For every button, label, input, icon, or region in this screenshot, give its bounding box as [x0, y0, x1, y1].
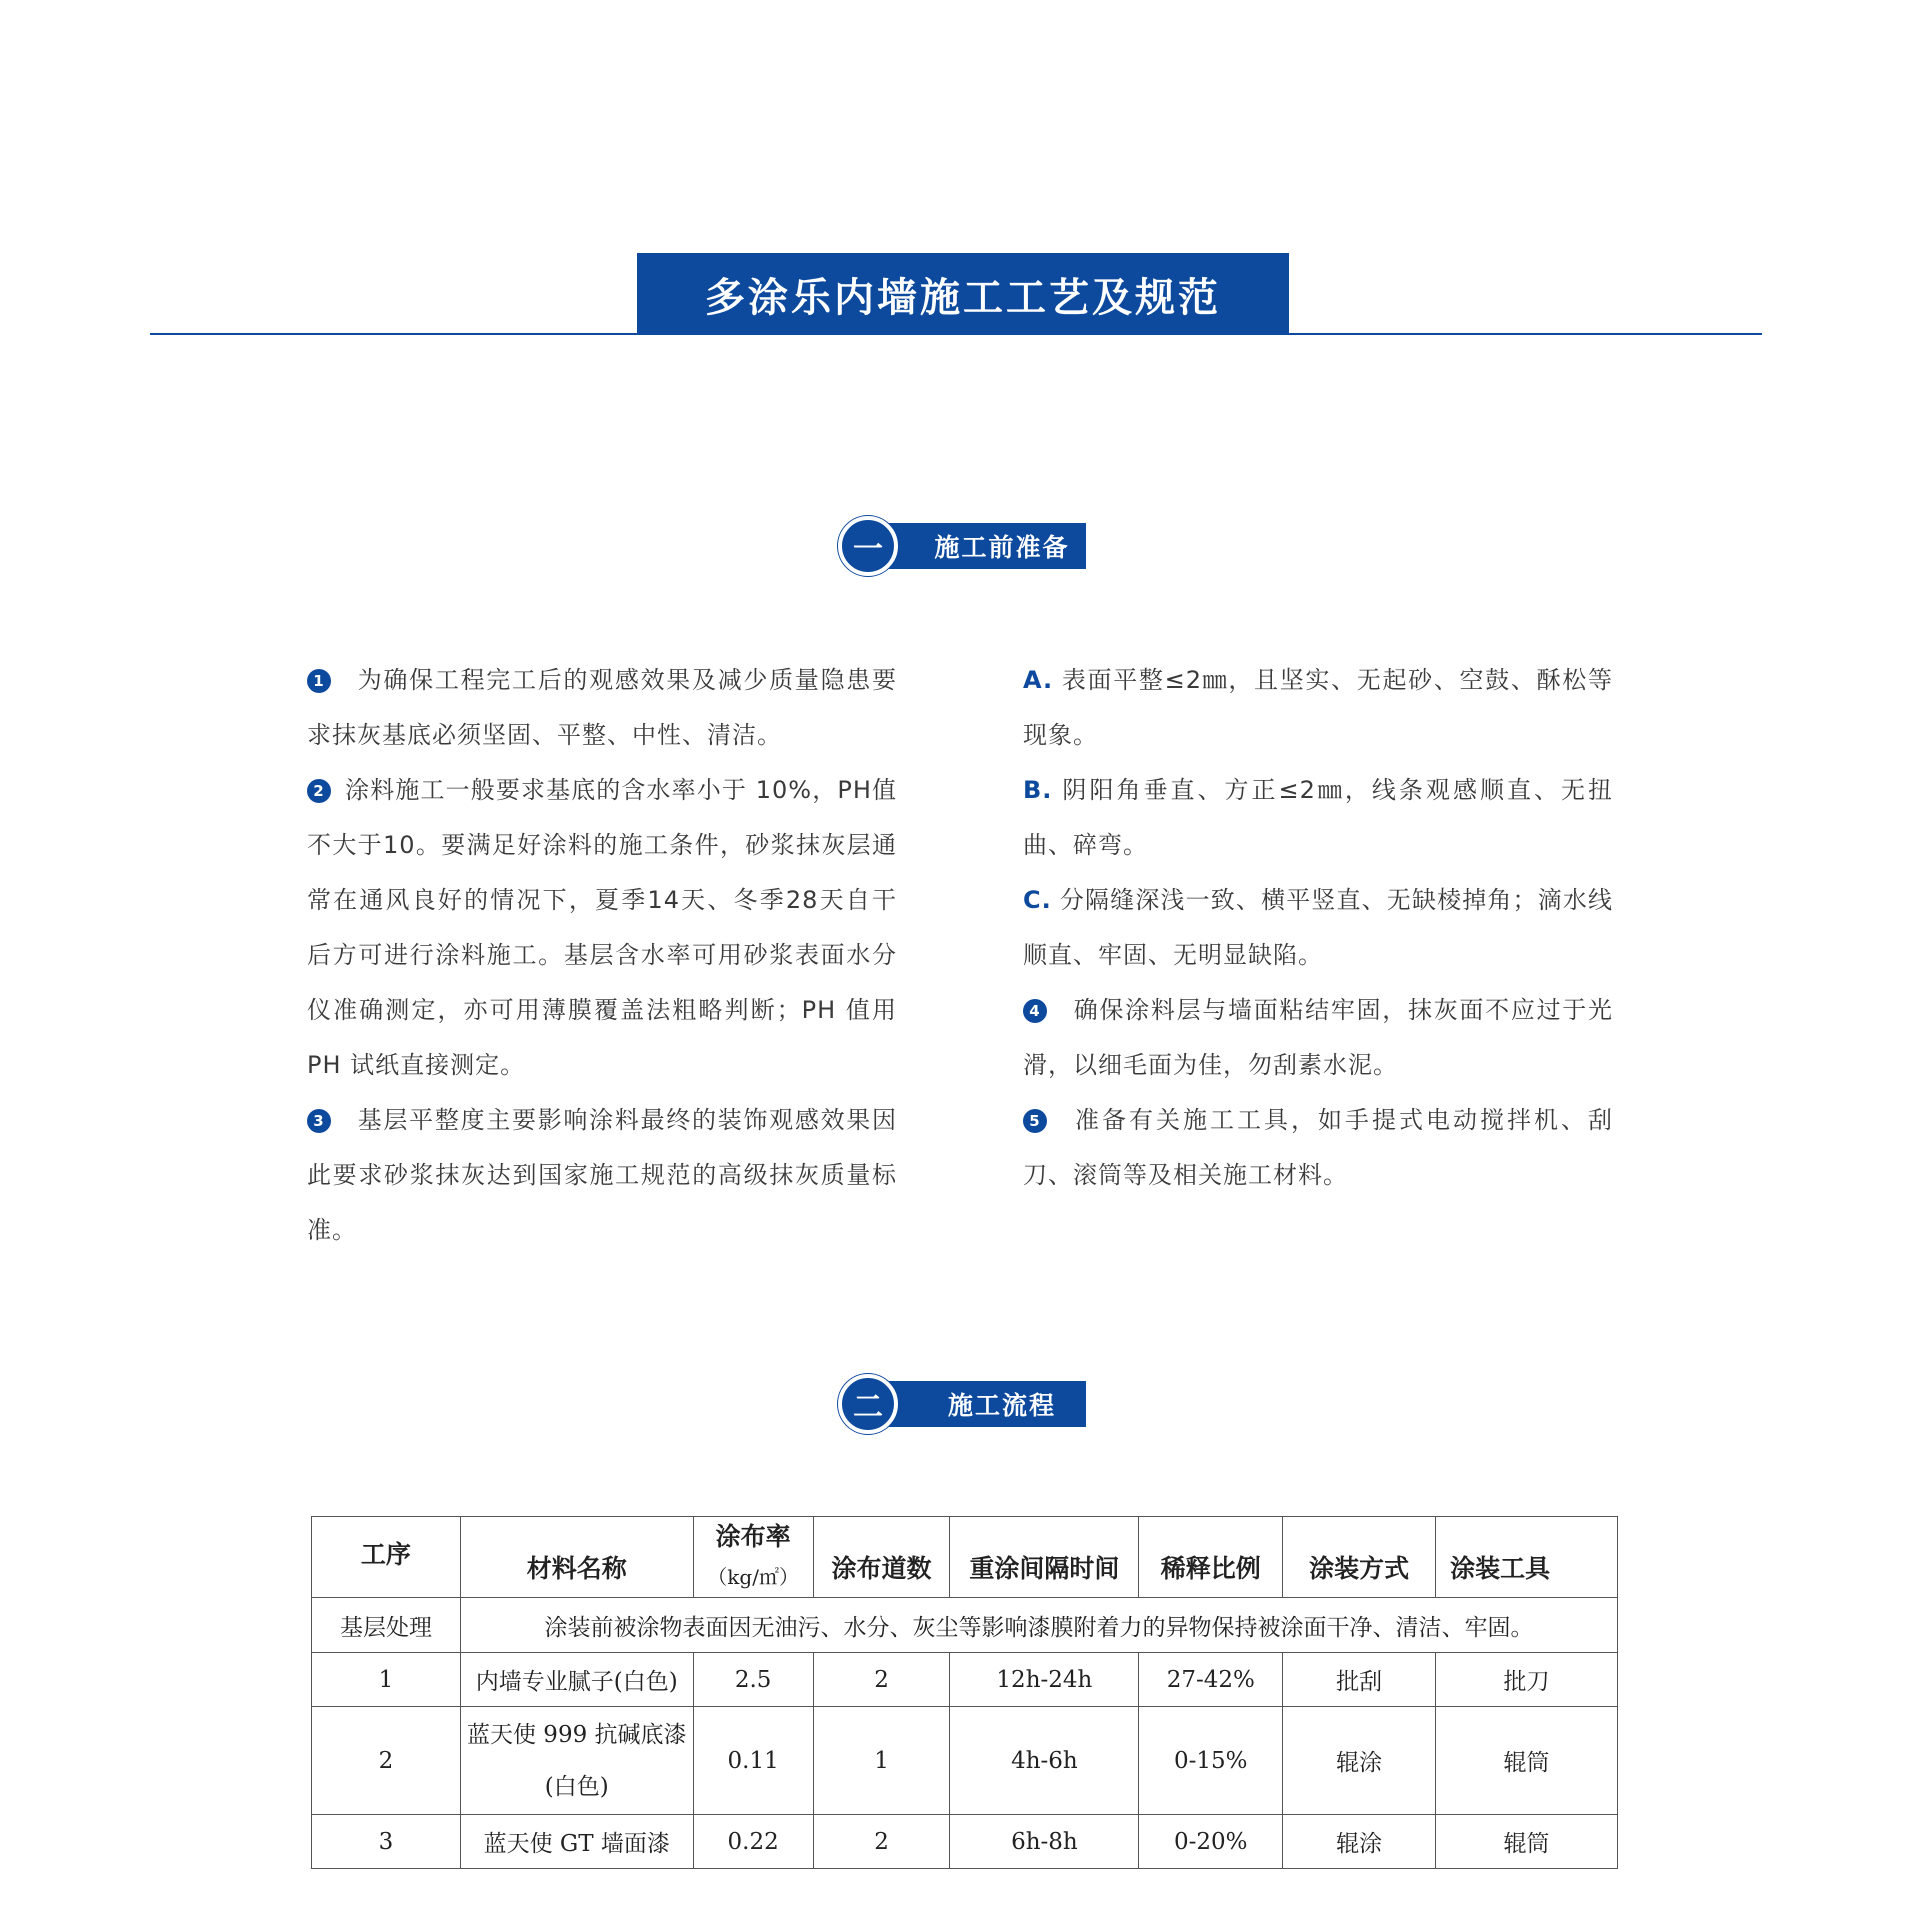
table-row: [312, 1815, 1618, 1869]
cell-dilution: 0-15%: [1139, 1707, 1283, 1815]
prep-item-text: 准备有关施工工具，如手提式电动搅拌机、刮刀、滚筒等及相关施工材料。: [1023, 1106, 1613, 1189]
cell-step: 基层处理: [312, 1598, 461, 1653]
header-rate-unit: （kg/㎡）: [707, 1565, 799, 1589]
cell-base-note: 涂装前被涂物表面因无油污、水分、灰尘等影响漆膜附着力的异物保持被涂面干净、清洁、牢固。: [460, 1598, 1617, 1653]
cell-tool: 辊筒: [1436, 1815, 1618, 1869]
prep-item-text: 表面平整≤2㎜，且坚实、无起砂、空鼓、酥松等现象。: [1023, 666, 1613, 749]
prep-item: [1023, 653, 1613, 763]
cell-material: 内墙专业腻子(白色): [460, 1653, 693, 1707]
number-badge-icon: 5: [1023, 1109, 1047, 1133]
cell-interval: 4h-6h: [950, 1707, 1139, 1815]
header-tool: 涂装工具: [1436, 1517, 1618, 1598]
prep-item: [1023, 873, 1613, 983]
cell-method: 辊涂: [1283, 1815, 1436, 1869]
cell-material-line2: (白色): [544, 1773, 609, 1800]
cell-method: 辊涂: [1283, 1707, 1436, 1815]
section-header-process: [838, 1374, 1088, 1434]
prep-item-text: 基层平整度主要影响涂料最终的装饰观感效果因此要求砂浆抹灰达到国家施工规范的高级抹灰质量标准。: [307, 1106, 897, 1244]
header-rate-label: 涂布率: [715, 1522, 791, 1551]
cell-step: 3: [312, 1815, 461, 1869]
table-row: [312, 1707, 1618, 1815]
prep-item-text: 分隔缝深浅一致、横平竖直、无缺棱掉角；滴水线顺直、牢固、无明显缺陷。: [1023, 886, 1613, 969]
header-coats: 涂布道数: [813, 1517, 950, 1598]
prep-item-text: 为确保工程完工后的观感效果及减少质量隐患要求抹灰基底必须坚固、平整、中性、清洁。: [307, 666, 897, 749]
header-step: 工序: [312, 1517, 461, 1598]
header-dilution: 稀释比例: [1139, 1517, 1283, 1598]
prep-item-text: 确保涂料层与墙面粘结牢固，抹灰面不应过于光滑，以细毛面为佳，勿刮素水泥。: [1023, 996, 1613, 1079]
cell-coats: 1: [813, 1707, 950, 1815]
header-rate: [693, 1517, 813, 1598]
prep-item: [1023, 983, 1613, 1093]
cell-material: [460, 1707, 693, 1815]
cell-dilution: 27-42%: [1139, 1653, 1283, 1707]
header-interval: 重涂间隔时间: [950, 1517, 1139, 1598]
number-badge-icon: 4: [1023, 999, 1047, 1023]
prep-item-text: 阴阳角垂直、方正≤2㎜，线条观感顺直、无扭曲、碎弯。: [1023, 776, 1613, 859]
header-material: 材料名称: [460, 1517, 693, 1598]
table-header-row: [312, 1517, 1618, 1598]
section-number-badge: 二: [838, 1374, 898, 1434]
letter-label: A.: [1023, 666, 1054, 694]
prep-item: [307, 1093, 897, 1258]
cell-rate: 0.22: [693, 1815, 813, 1869]
table-row: [312, 1598, 1618, 1653]
section-label: 施工前准备: [878, 523, 1086, 569]
cell-dilution: 0-20%: [1139, 1815, 1283, 1869]
cell-step: 2: [312, 1707, 461, 1815]
prep-right-column: [1023, 653, 1613, 1203]
letter-label: B.: [1023, 776, 1053, 804]
table-row: [312, 1653, 1618, 1707]
cell-material: 蓝天使 GT 墙面漆: [460, 1815, 693, 1869]
cell-tool: 辊筒: [1436, 1707, 1618, 1815]
section-header-prep: [838, 516, 1088, 576]
prep-item: [307, 653, 897, 763]
cell-step: 1: [312, 1653, 461, 1707]
process-table: [311, 1516, 1618, 1869]
header-method: 涂装方式: [1283, 1517, 1436, 1598]
page-title: 多涂乐内墙施工工艺及规范: [637, 253, 1289, 335]
cell-rate: 2.5: [693, 1653, 813, 1707]
cell-tool: 批刀: [1436, 1653, 1618, 1707]
cell-method: 批刮: [1283, 1653, 1436, 1707]
section-label: 施工流程: [878, 1381, 1086, 1427]
cell-material-line1: 蓝天使 999 抗碱底漆: [467, 1721, 687, 1748]
number-badge-icon: 3: [307, 1109, 331, 1133]
cell-coats: 2: [813, 1815, 950, 1869]
cell-rate: 0.11: [693, 1707, 813, 1815]
cell-coats: 2: [813, 1653, 950, 1707]
prep-item: [1023, 1093, 1613, 1203]
number-badge-icon: 2: [307, 779, 331, 803]
cell-interval: 6h-8h: [950, 1815, 1139, 1869]
letter-label: C.: [1023, 886, 1052, 914]
prep-item: [307, 763, 897, 1093]
section-number-badge: 一: [838, 516, 898, 576]
cell-interval: 12h-24h: [950, 1653, 1139, 1707]
prep-item-text: 涂料施工一般要求基底的含水率小于 10%，PH值不大于10。要满足好涂料的施工条件，砂浆抹灰层通常在通风良好的情况下，夏季14天、冬季28天自干后方可进行涂料施工。基层含水率可用砂浆表面水分仪准确测定，亦可用薄膜覆盖法粗略判断；PH 值用 PH 试纸直接测定。: [307, 776, 897, 1079]
prep-item: [1023, 763, 1613, 873]
prep-left-column: [307, 653, 897, 1258]
number-badge-icon: 1: [307, 669, 331, 693]
